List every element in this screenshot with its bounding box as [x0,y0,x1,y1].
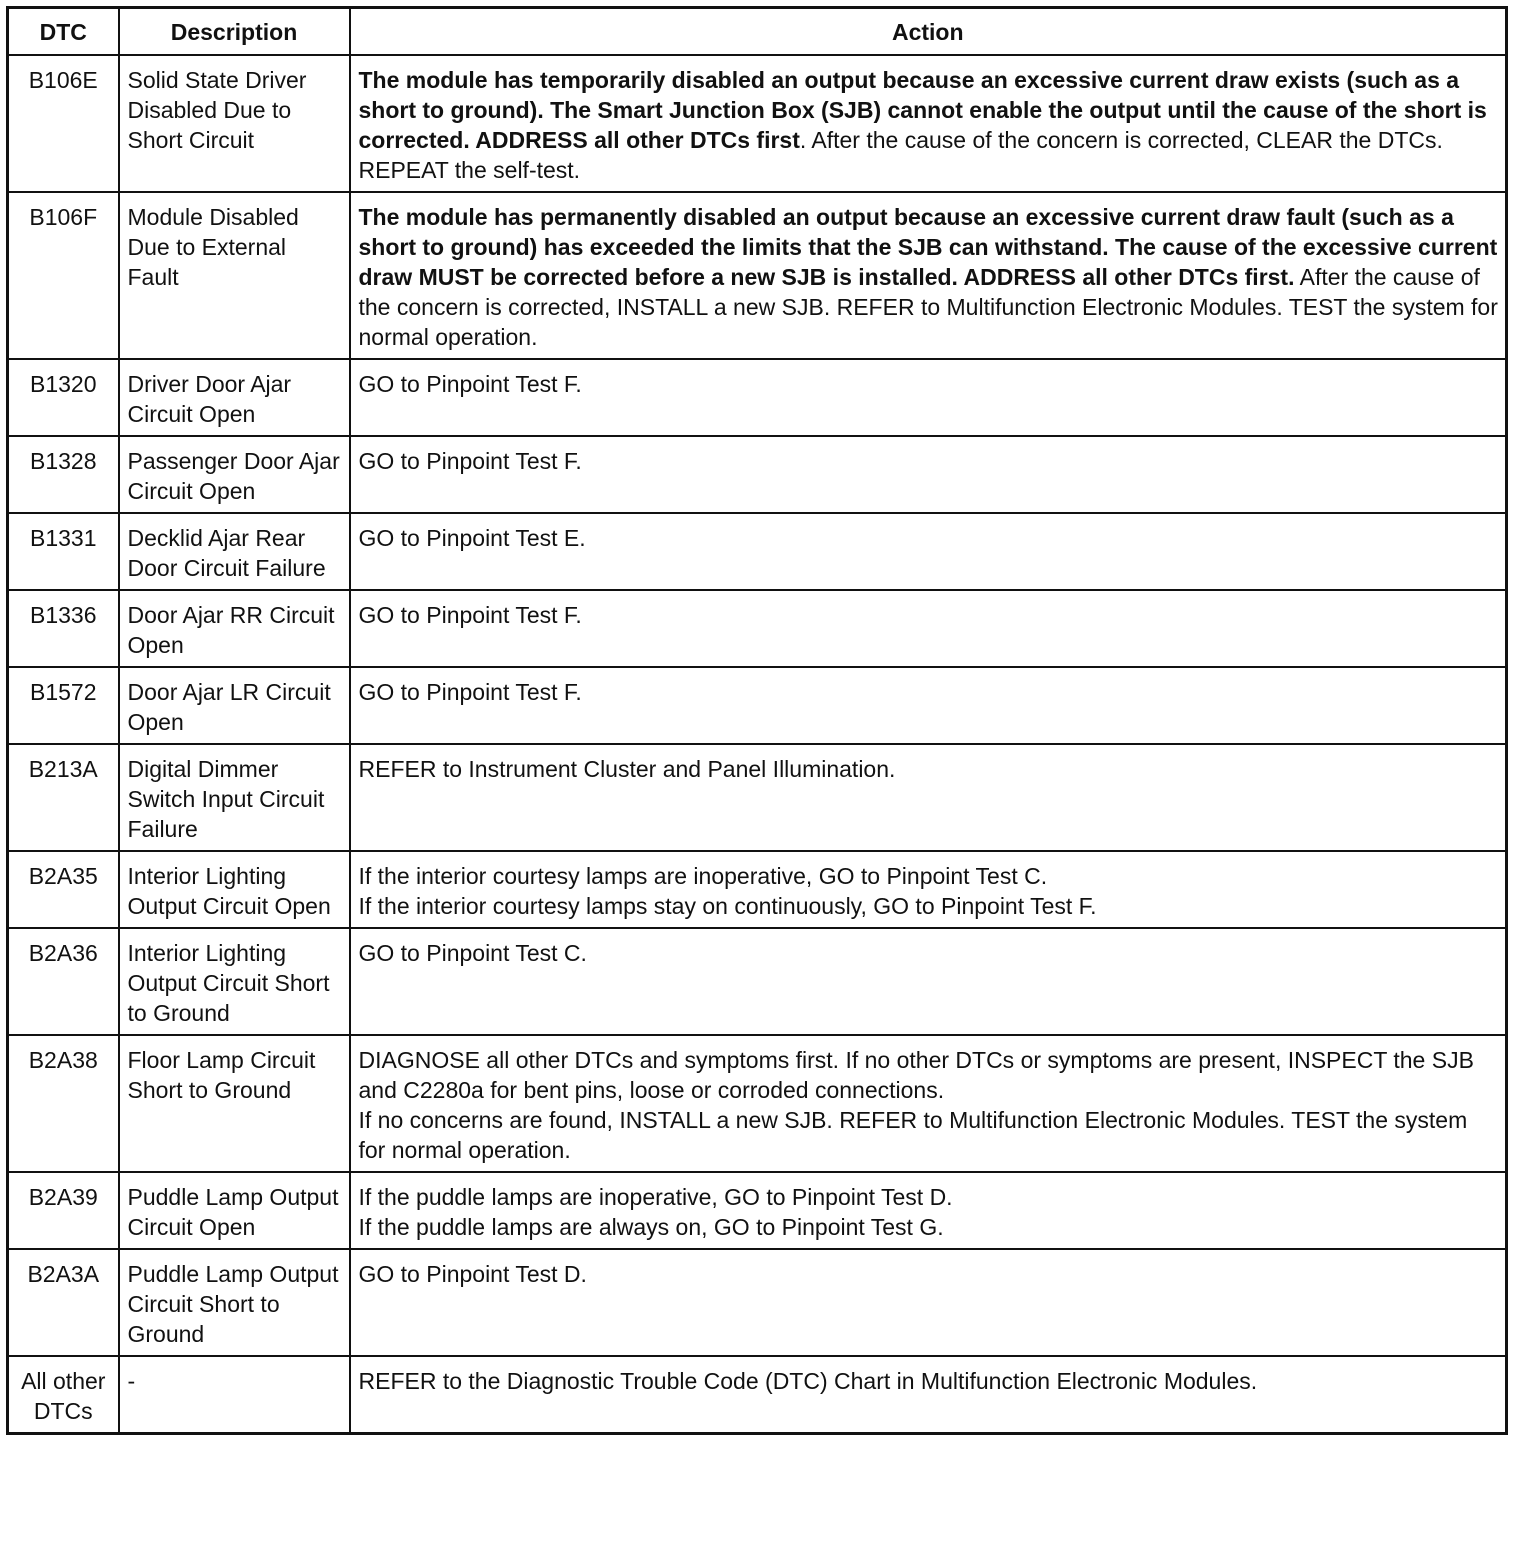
table-row [8,359,1507,436]
table-row [8,1356,1507,1434]
table-row [8,192,1507,359]
dtc-description-cell: Digital Dimmer Switch Input Circuit Failure [119,744,350,851]
dtc-description-cell: Solid State Driver Disabled Due to Short Circuit [119,55,350,192]
action-paragraph [359,600,1500,630]
action-paragraph [359,891,1500,921]
action-text: DIAGNOSE all other DTCs and symptoms first. If no other DTCs or symptoms are present, INSPECT the SJB and C2280a for bent pins, loose or corroded connections. [358,1047,1474,1103]
dtc-description-cell: Floor Lamp Circuit Short to Ground [119,1035,350,1172]
dtc-description-cell: Door Ajar RR Circuit Open [119,590,350,667]
dtc-action-cell [350,744,1507,851]
dtc-action-cell [350,192,1507,359]
action-paragraph [359,369,1500,399]
action-paragraph [359,65,1500,185]
dtc-description-cell: Module Disabled Due to External Fault [119,192,350,359]
table-row [8,928,1507,1035]
dtc-code-cell: B1320 [8,359,119,436]
action-paragraph [359,446,1500,476]
action-text: If the puddle lamps are inoperative, GO to Pinpoint Test D. [358,1184,953,1210]
table-header-row [8,8,1507,56]
action-text: GO to Pinpoint Test F. [358,448,582,474]
dtc-description-cell: Door Ajar LR Circuit Open [119,667,350,744]
dtc-description-cell: Driver Door Ajar Circuit Open [119,359,350,436]
dtc-action-cell [350,1356,1507,1434]
action-text: GO to Pinpoint Test F. [358,602,582,628]
dtc-code-cell: B1572 [8,667,119,744]
dtc-action-cell [350,1035,1507,1172]
dtc-code-cell: B1328 [8,436,119,513]
dtc-action-cell [350,667,1507,744]
action-paragraph [359,861,1500,891]
action-text: GO to Pinpoint Test F. [358,371,582,397]
table-row [8,667,1507,744]
dtc-code-cell: B2A3A [8,1249,119,1356]
table-row [8,55,1507,192]
table-row [8,851,1507,928]
action-paragraph [359,523,1500,553]
dtc-description-cell: Passenger Door Ajar Circuit Open [119,436,350,513]
dtc-code-cell: All other DTCs [8,1356,119,1434]
dtc-action-cell [350,1249,1507,1356]
action-paragraph [359,938,1500,968]
action-text: REFER to Instrument Cluster and Panel Illumination. [358,756,896,782]
table-row [8,1249,1507,1356]
dtc-action-cell [350,1172,1507,1249]
action-paragraph [359,1182,1500,1212]
dtc-action-cell [350,928,1507,1035]
action-paragraph [359,1045,1500,1105]
dtc-action-cell [350,55,1507,192]
action-text: GO to Pinpoint Test C. [358,940,587,966]
dtc-code-cell: B2A39 [8,1172,119,1249]
action-text: After the cause of the concern is corrected, INSTALL a new SJB. REFER to Multifunction Electronic Modules. TEST the system for normal operation. [358,264,1498,350]
table-row [8,1035,1507,1172]
action-paragraph [359,1212,1500,1242]
dtc-action-cell [350,590,1507,667]
action-text: . After the cause of the concern is corrected, CLEAR the DTCs. REPEAT the self-test. [358,127,1443,183]
table-row [8,744,1507,851]
action-text-bold: The module has permanently disabled an output because an excessive current draw fault (such as a short to ground) has exceeded the limits that the SJB can withstand. The cause of the excessive current draw MUST be corrected before a new SJB is installed. ADDRESS all other DTCs first. [358,204,1498,290]
table-row [8,436,1507,513]
dtc-action-cell [350,513,1507,590]
action-paragraph [359,1259,1500,1289]
dtc-code-cell: B2A38 [8,1035,119,1172]
table-row [8,513,1507,590]
dtc-description-cell: Puddle Lamp Output Circuit Open [119,1172,350,1249]
column-header-action: Action [350,8,1507,56]
dtc-code-cell: B106E [8,55,119,192]
table-row [8,590,1507,667]
table-row [8,1172,1507,1249]
action-text: If the puddle lamps are always on, GO to Pinpoint Test G. [358,1214,944,1240]
table-body [8,55,1507,1434]
dtc-code-cell: B1331 [8,513,119,590]
action-text: If the interior courtesy lamps stay on continuously, GO to Pinpoint Test F. [358,893,1097,919]
column-header-description: Description [119,8,350,56]
dtc-description-cell: Puddle Lamp Output Circuit Short to Ground [119,1249,350,1356]
dtc-action-cell [350,359,1507,436]
action-paragraph [359,677,1500,707]
action-paragraph [359,1366,1500,1396]
dtc-code-cell: B213A [8,744,119,851]
action-text: REFER to the Diagnostic Trouble Code (DTC) Chart in Multifunction Electronic Modules. [358,1368,1258,1394]
action-text: GO to Pinpoint Test D. [358,1261,587,1287]
column-header-dtc: DTC [8,8,119,56]
dtc-description-cell: Interior Lighting Output Circuit Open [119,851,350,928]
dtc-code-cell: B106F [8,192,119,359]
action-paragraph [359,202,1500,352]
action-text: If the interior courtesy lamps are inoperative, GO to Pinpoint Test C. [358,863,1048,889]
dtc-table [6,6,1508,1435]
dtc-description-cell: Interior Lighting Output Circuit Short to Ground [119,928,350,1035]
dtc-action-cell [350,436,1507,513]
action-paragraph [359,1105,1500,1165]
action-text: GO to Pinpoint Test E. [358,525,586,551]
dtc-action-cell [350,851,1507,928]
dtc-code-cell: B1336 [8,590,119,667]
action-paragraph [359,754,1500,784]
dtc-description-cell: Decklid Ajar Rear Door Circuit Failure [119,513,350,590]
action-text-bold: The module has temporarily disabled an output because an excessive current draw exists (such as a short to ground). The Smart Junction Box (SJB) cannot enable the output until the cause of the short is corrected. ADDRESS all other DTCs first [358,67,1487,153]
dtc-description-cell: - [119,1356,350,1434]
action-text: If no concerns are found, INSTALL a new SJB. REFER to Multifunction Electronic Modules. TEST the system for normal operation. [358,1107,1468,1163]
action-text: GO to Pinpoint Test F. [358,679,582,705]
dtc-code-cell: B2A36 [8,928,119,1035]
dtc-code-cell: B2A35 [8,851,119,928]
